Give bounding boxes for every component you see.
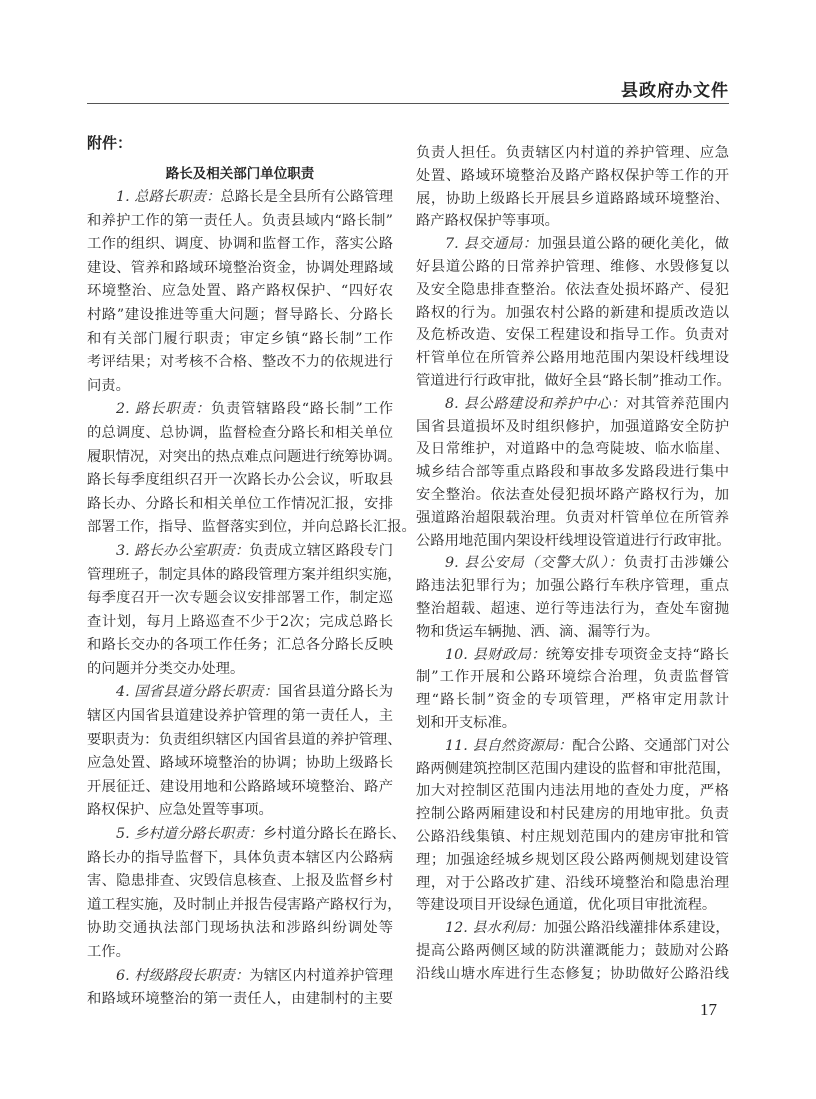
text-line xyxy=(416,142,729,165)
text-line xyxy=(87,422,393,446)
line-text: 加大对控制区范围内违法用地的查处力度，严格 xyxy=(416,783,729,800)
text-line xyxy=(87,847,393,871)
paragraph-lead: 5. 乡村道分路长职责： xyxy=(116,826,263,843)
paragraph xyxy=(87,823,406,965)
text-line xyxy=(416,552,729,575)
attachment-label: 附件： xyxy=(87,134,133,152)
paragraph xyxy=(416,393,729,553)
text-line xyxy=(416,279,729,302)
line-text: 的问题并分类交办处理。 xyxy=(87,660,245,677)
line-text: 国省县道分路长为 xyxy=(278,684,394,701)
line-text: 要职责为：负责组织辖区内国省县道的养护管理、 xyxy=(87,731,402,748)
line-text: 工作的组织、调度、协调和监督工作，落实公路 xyxy=(87,236,393,253)
line-text: 物和货运车辆抛、洒、滴、漏等行为。 xyxy=(416,623,660,640)
paragraph xyxy=(416,142,729,233)
paragraph-lead: 4. 国省县道分路长职责： xyxy=(116,684,279,701)
line-text: 路长办、分路长和相关单位工作情况汇报，安排 xyxy=(87,495,393,512)
line-text: 控制公路两厢建设和村民建房的用地审批。负责 xyxy=(416,806,729,823)
text-line xyxy=(416,188,729,211)
text-line xyxy=(416,780,729,803)
line-text: 理；加强途经城乡规划区段公路两侧规划建设管 xyxy=(416,851,729,868)
line-text: 加强公路沿线灌排体系建设， xyxy=(543,920,730,937)
text-line xyxy=(87,799,393,823)
line-text: 及危桥改造、安保工程建设和指导工作。负责对 xyxy=(416,327,729,344)
text-line xyxy=(416,165,729,188)
running-header-title: 县政府办文件 xyxy=(621,81,729,101)
text-line xyxy=(87,729,402,753)
line-text: 提高公路两侧区域的防洪灌溉能力；鼓励对公路 xyxy=(416,942,729,959)
paragraph xyxy=(416,644,729,735)
line-text: 城乡结合部等重点路段和事故多发路段进行集中 xyxy=(416,464,729,481)
line-text: 工作。 xyxy=(87,944,130,960)
document-title: 路长及相关部门单位职责 xyxy=(165,166,315,182)
text-line xyxy=(416,393,729,416)
line-text: 负责管辖路段“路长制”工作 xyxy=(210,401,394,418)
line-text: 处置、路域环境整治及路产路权保护等工作的开 xyxy=(416,167,729,184)
text-line xyxy=(87,917,393,941)
line-text: 好县道公路的日常养护管理、维修、水毁修复以 xyxy=(416,258,729,275)
text-line xyxy=(416,438,729,461)
text-line xyxy=(416,370,729,393)
line-text: 路权的行为。加强农村公路的新建和提质改造以 xyxy=(416,304,729,321)
paragraph-lead: 7. 县交通局： xyxy=(445,236,538,253)
line-text: 路长每季度组织召开一次路长办公会议，听取县 xyxy=(87,472,393,489)
paragraph-lead: 6. 村级路段长职责： xyxy=(116,967,250,984)
text-line xyxy=(416,484,729,507)
text-line xyxy=(87,564,402,588)
text-line xyxy=(87,752,393,776)
line-text: 建设、管养和路域环境整治资金，协调处理路域 xyxy=(87,259,393,276)
line-text: 公路沿线集镇、村庄规划范围内的建房审批和管 xyxy=(416,828,729,845)
line-text: 路权保护、应急处置等事项。 xyxy=(87,802,273,819)
text-line xyxy=(416,940,729,963)
text-line xyxy=(87,681,393,705)
line-text: 及安全隐患排查整治。依法查处损坏路产、侵犯 xyxy=(416,281,729,298)
paragraph xyxy=(87,398,416,540)
text-line xyxy=(87,540,393,564)
left-text-column xyxy=(87,186,416,1012)
line-text: 总路长是全县所有公路管理 xyxy=(220,189,394,205)
line-text: 部署工作，指导、监督落实到位，并向总路长汇报。 xyxy=(87,519,416,536)
line-text: 负责成立辖区路段专门 xyxy=(249,542,393,559)
text-line xyxy=(87,965,393,989)
line-text: 协助交通执法部门现场执法和涉路纠纷调处等 xyxy=(87,920,393,937)
line-text: 对其管养范围内 xyxy=(626,395,730,412)
text-line xyxy=(87,233,393,257)
paragraph xyxy=(416,917,729,985)
line-text: 国省县道损坏及时组织修护，加强道路安全防护 xyxy=(416,418,729,435)
text-line xyxy=(416,803,729,826)
text-line xyxy=(416,324,729,347)
line-text: 杆管单位在所管养公路用地范围内架设杆线埋设 xyxy=(416,350,729,367)
text-line xyxy=(87,186,393,210)
line-text: 统筹安排专项资金支持“路长 xyxy=(545,646,730,663)
line-text: 管道进行行政审批，做好全县“路长制”推动工作。 xyxy=(416,372,731,389)
text-line xyxy=(416,826,729,849)
line-text: 问责。 xyxy=(87,377,130,394)
text-line xyxy=(87,634,393,658)
line-text: 划和开支标准。 xyxy=(416,714,517,731)
text-line xyxy=(87,870,393,894)
text-line xyxy=(87,894,402,918)
paragraph-lead: 10. 县财政局： xyxy=(445,646,546,663)
text-line xyxy=(87,776,393,800)
paragraph xyxy=(416,735,729,917)
text-line xyxy=(87,351,393,375)
line-text: 加强县道公路的硬化美化，做 xyxy=(537,236,730,253)
line-text: 为辖区内村道养护管理 xyxy=(249,967,393,984)
paragraph xyxy=(87,681,402,823)
line-text: 路产路权保护等事项。 xyxy=(416,213,559,230)
line-text: 沿线山塘水库进行生态修复；协助做好公路沿线 xyxy=(416,965,729,982)
line-text: 开展征迁、建设用地和公路路域环境整治、路产 xyxy=(87,778,393,795)
text-line xyxy=(416,461,729,484)
text-line xyxy=(416,210,729,233)
text-line xyxy=(87,516,416,540)
line-text: 环境整治、应急处置、路产路权保护、“四好农 xyxy=(87,283,393,300)
line-text: 和养护工作的第一责任人。负责县域内“路长制” xyxy=(87,212,393,229)
line-text: 理，对于公路改扩建、沿线环境整治和隐患治理 xyxy=(416,874,729,891)
line-text: 害、隐患排查、灾毁信息核查、上报及监督乡村 xyxy=(87,873,393,890)
paragraph-lead: 11. 县自然资源局： xyxy=(445,737,573,754)
text-line xyxy=(87,988,393,1012)
text-line xyxy=(416,735,729,758)
text-line xyxy=(416,849,729,872)
text-line xyxy=(416,872,729,895)
line-text: 村路”建设推进等重大问题；督导路长、分路长 xyxy=(87,306,393,323)
text-line xyxy=(87,328,393,352)
paragraph xyxy=(87,540,402,682)
line-text: 的总调度、总协调，监督检查分路长和相关单位 xyxy=(87,424,393,441)
paragraph xyxy=(87,965,393,1012)
line-text: 理“路长制”资金的专项管理，严格审定用款计 xyxy=(416,692,729,709)
text-line xyxy=(416,575,729,598)
text-line xyxy=(87,446,402,470)
line-text: 展，协助上级路长开展县乡道路路域环境整治、 xyxy=(416,190,729,207)
line-text: 公路用地范围内架设杆线埋设管道进行行政审批。 xyxy=(416,532,731,549)
paragraph-lead: 3. 路长办公室职责： xyxy=(116,542,250,559)
line-text: 应急处置、路域环境整治的协调；协助上级路长 xyxy=(87,755,393,772)
text-line xyxy=(87,587,393,611)
paragraph-lead: 12. 县水利局： xyxy=(445,920,544,937)
text-line xyxy=(87,611,393,635)
line-text: 路两侧建筑控制区范围内建设的监督和审批范围， xyxy=(416,760,731,777)
line-text: 配合公路、交通部门对公 xyxy=(572,737,730,754)
line-text: 整治超载、超速、逆行等违法行为，查处车窗抛 xyxy=(416,600,729,617)
paragraph xyxy=(416,552,729,643)
line-text: 乡村道分路长在路长、 xyxy=(262,826,406,843)
text-line xyxy=(416,256,729,279)
paragraph-lead: 1. 总路长职责： xyxy=(116,189,221,205)
line-text: 路违法犯罪行为；加强公路行车秩序管理，重点 xyxy=(416,578,729,595)
text-line xyxy=(87,257,393,281)
text-line xyxy=(416,302,729,325)
text-line xyxy=(87,823,406,847)
text-line xyxy=(416,598,729,621)
line-text: 及日常维护，对道路中的急弯陡坡、临水临崖、 xyxy=(416,441,729,458)
text-line xyxy=(87,375,393,399)
text-line xyxy=(87,304,393,328)
line-text: 每季度召开一次专题会议安排部署工作，制定巡 xyxy=(87,590,393,607)
paragraph xyxy=(416,233,729,393)
text-line xyxy=(87,705,393,729)
text-line xyxy=(87,493,393,517)
line-text: 等建设项目开设绿色通道，优化项目审批流程。 xyxy=(416,897,717,914)
line-text: 强道路治超限载治理。负责对杆管单位在所管养 xyxy=(416,509,729,526)
line-text: 负责人担任。负责辖区内村道的养护管理、应急 xyxy=(416,145,729,161)
line-text: 负责打击涉嫌公 xyxy=(623,555,729,572)
header-divider xyxy=(87,103,729,104)
line-text: 管理班子，制定具体的路段管理方案并组织实施， xyxy=(87,566,402,583)
text-line xyxy=(87,398,393,422)
text-line xyxy=(87,280,393,304)
line-text: 路长办的指导监督下，具体负责本辖区内公路病 xyxy=(87,849,393,866)
line-text: 履职情况，对突出的热点难点问题进行统筹协调。 xyxy=(87,448,402,465)
text-line xyxy=(416,347,729,370)
paragraph-lead: 2. 路长职责： xyxy=(116,401,211,418)
page-number: 17 xyxy=(700,1000,717,1019)
paragraph-lead: 8. 县公路建设和养护中心： xyxy=(445,395,627,412)
text-line xyxy=(87,658,393,682)
text-line xyxy=(416,530,729,553)
line-text: 安全整治。依法查处侵犯损坏路产路权行为，加 xyxy=(416,486,729,503)
line-text: 制”工作开展和公路环境综合治理，负责监督管 xyxy=(416,669,729,686)
paragraph xyxy=(87,186,393,398)
text-line xyxy=(416,712,729,735)
text-line xyxy=(416,621,729,644)
text-line xyxy=(87,210,393,234)
text-line xyxy=(416,917,729,940)
text-line xyxy=(87,941,393,965)
line-text: 考评结果；对考核不合格、整改不力的依规进行 xyxy=(87,354,393,371)
text-line xyxy=(416,689,729,712)
line-text: 和有关部门履行职责；审定乡镇“路长制”工作 xyxy=(87,330,393,347)
line-text: 辖区内国省县道建设养护管理的第一责任人，主 xyxy=(87,708,393,725)
right-text-column xyxy=(416,142,729,985)
paragraph-lead: 9. 县公安局（交警大队）： xyxy=(445,555,624,572)
text-line xyxy=(416,963,729,986)
text-line xyxy=(416,507,729,530)
text-line xyxy=(416,758,729,781)
text-line xyxy=(416,666,729,689)
text-line xyxy=(87,469,393,493)
text-line xyxy=(416,644,729,667)
line-text: 查计划，每月上路巡查不少于2次；完成总路长 xyxy=(87,613,393,630)
text-line xyxy=(416,233,729,256)
text-line xyxy=(416,894,729,917)
line-text: 道工程实施，及时制止并报告侵害路产路权行为， xyxy=(87,896,402,913)
line-text: 和路长交办的各项工作任务；汇总各分路长反映 xyxy=(87,637,393,654)
line-text: 和路域环境整治的第一责任人，由建制村的主要 xyxy=(87,991,393,1008)
text-line xyxy=(416,416,729,439)
